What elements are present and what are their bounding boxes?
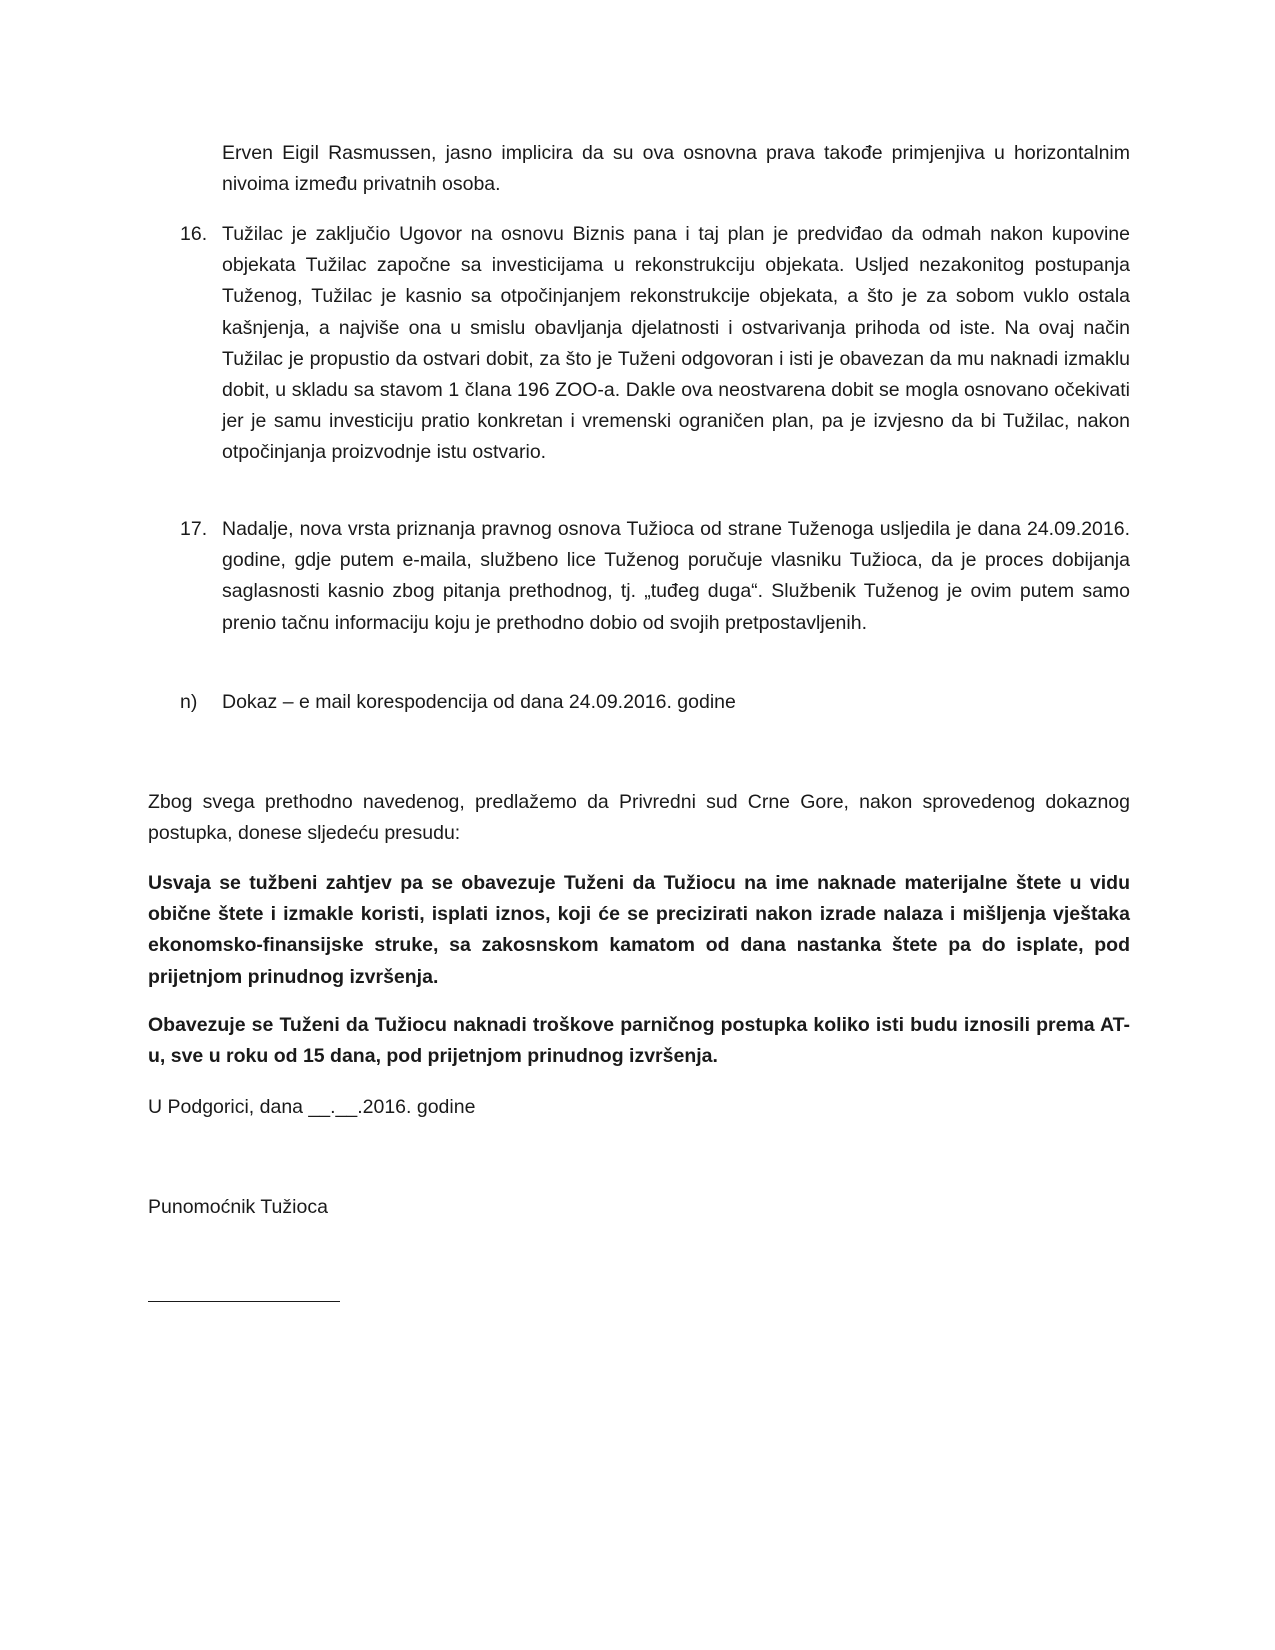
verdict-paragraph-1: Usvaja se tužbeni zahtjev pa se obavezuje Tuženi da Tužiocu na ime naknade materijalne štete u vidu obične štete i izmakle koristi, isplati iznos, koji će se precizirati nakon izrade nalaza i mišljenja vještaka ekonomsko-finansijske struke, sa zakosnskom kamatom od dana nastanka štete pa do isplate, pod prijetnjom prinudnog izvršenja. bbox=[148, 872, 1130, 988]
list-item-number: 16. bbox=[180, 223, 208, 245]
intro-continuation-paragraph: Erven Eigil Rasmussen, jasno implicira da su ova osnovna prava takođe primjenjiva u horizontalnim nivoima između privatnih osoba. bbox=[222, 142, 1130, 196]
list-item-text: Nadalje, nova vrsta priznanja pravnog osnova Tužioca od strane Tuženoga usljedila je dana 24.09.2016. godine, gdje putem e-maila, službeno lice Tuženog poručuje vlasniku Tužioca, da je proces dobijanja saglasnosti kasnio zbog pitanja prethodnog, tj. „tuđeg duga“. Službenik Tuženog je ovim putem samo prenio tačnu informaciju koju je prethodno dobio od svojih pretpostavljenih. bbox=[222, 518, 1130, 634]
list-item-number: 17. bbox=[180, 518, 208, 540]
list-item-16 bbox=[180, 219, 1130, 469]
list-item-17 bbox=[180, 514, 1130, 639]
conclusion-paragraph: Zbog svega prethodno navedenog, predlažemo da Privredni sud Crne Gore, nakon sprovedenog dokaznog postupka, donese sljedeću presudu: bbox=[148, 791, 1130, 845]
verdict-paragraph-2: Obavezuje se Tuženi da Tužiocu naknadi troškove parničnog postupka koliko isti budu iznosili prema AT-u, sve u roku od 15 dana, pod prijetnjom prinudnog izvršenja. bbox=[148, 1014, 1130, 1068]
signatory-label: Punomoćnik Tužioca bbox=[148, 1196, 328, 1218]
place-date-line: U Podgorici, dana __.__.2016. godine bbox=[148, 1096, 476, 1118]
list-item-evidence bbox=[180, 687, 1130, 718]
list-item-text: Dokaz – e mail korespodencija od dana 24.09.2016. godine bbox=[222, 691, 736, 713]
list-item-text: Tužilac je zaključio Ugovor na osnovu Biznis pana i taj plan je predviđao da odmah nakon kupovine objekata Tužilac započne sa investicijama u rekonstrukciju objekata. Usljed nezakonitog postupanja Tuženog, Tužilac je kasnio sa otpočinjanjem rekonstrukcije objekata, a što je za sobom vuklo ostala kašnjenja, a najviše ona u smislu obavljanja djelatnosti i ostvarivanja prihoda od iste. Na ovaj način Tužilac je propustio da ostvari dobit, za što je Tuženi odgovoran i isti je obavezan da mu naknadi izmaklu dobit, u skladu sa stavom 1 člana 196 ZOO-a. Dakle ova neostvarena dobit se mogla osnovano očekivati jer je samu investiciju pratio konkretan i vremenski ograničen plan, pa je izvjesno da bi Tužilac, nakon otpočinjanja proizvodnje istu ostvario. bbox=[222, 223, 1130, 464]
list-item-number: n) bbox=[180, 691, 198, 713]
signature-line bbox=[148, 1301, 340, 1302]
